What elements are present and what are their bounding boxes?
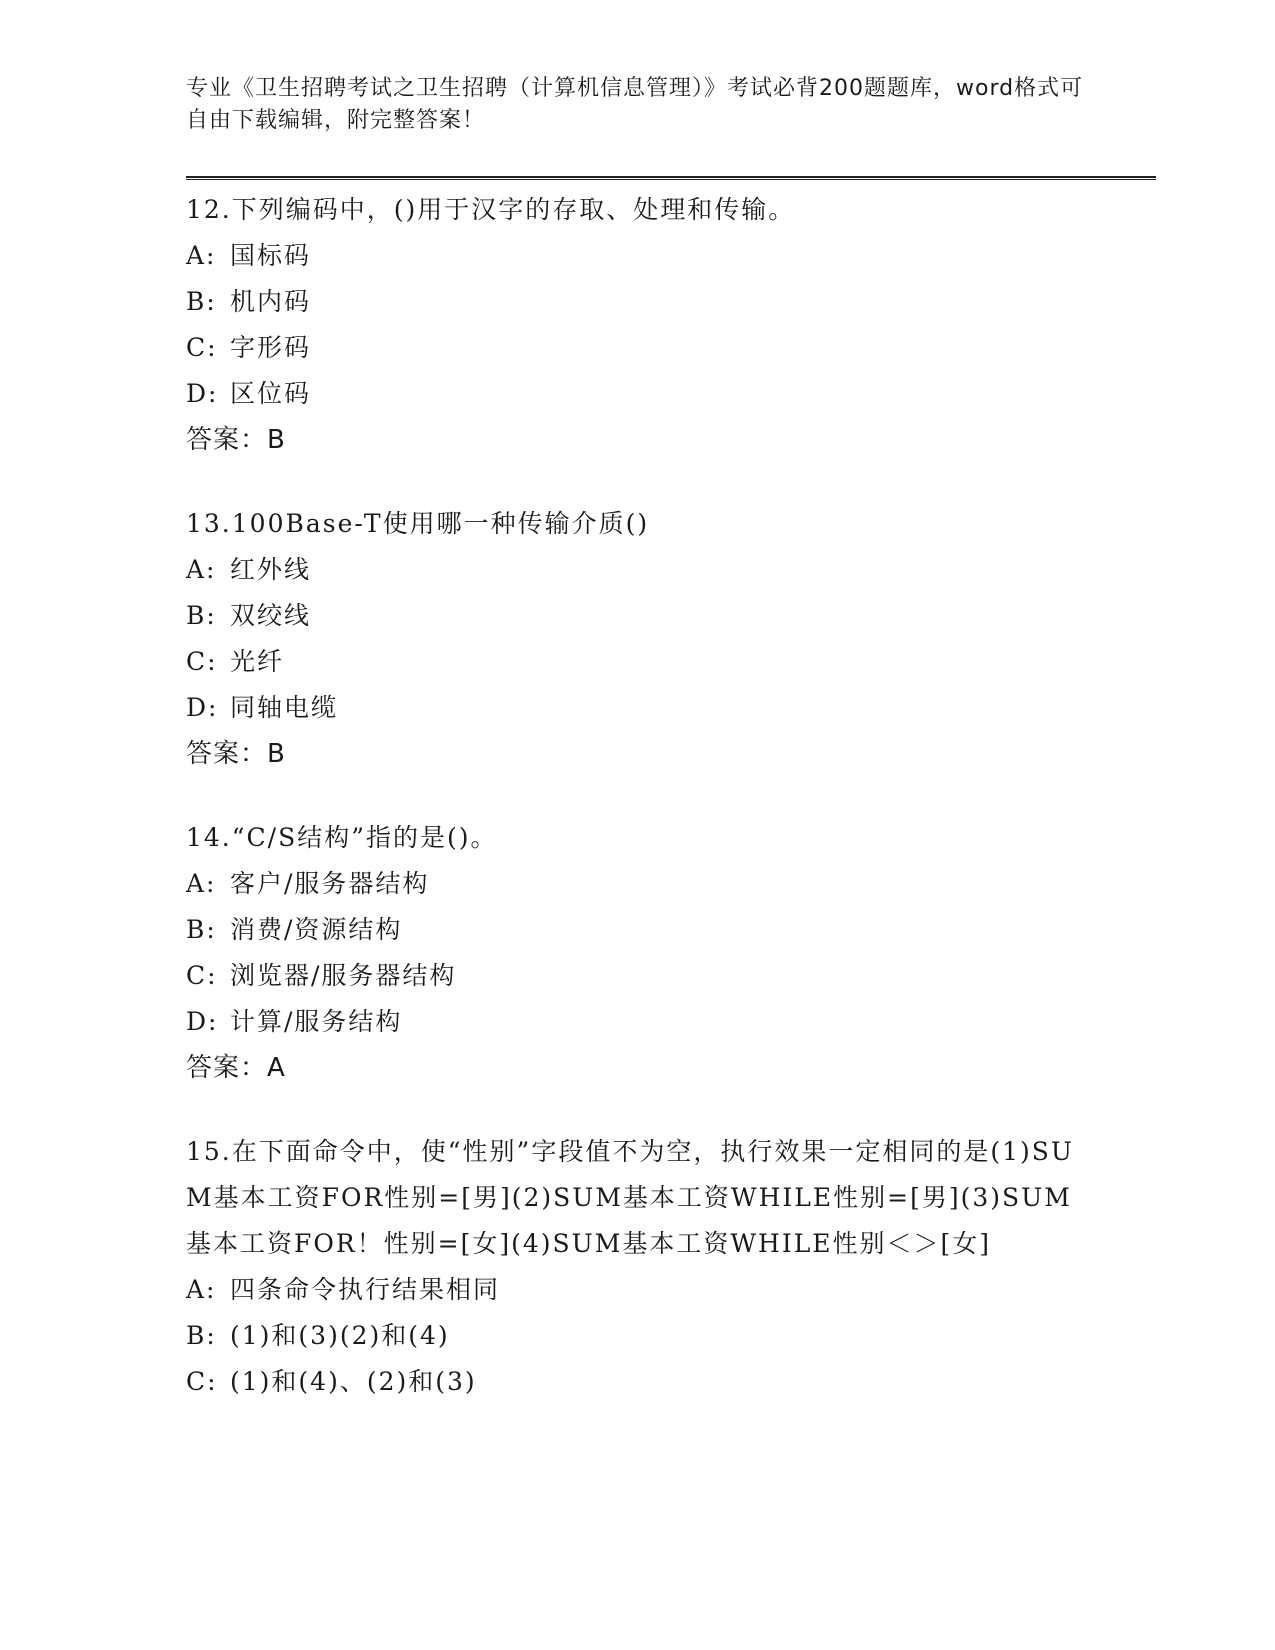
option-key: B: [186, 601, 217, 630]
answer-line: 答案：B [186, 425, 286, 455]
option-key: B: [186, 1321, 217, 1350]
option-a [186, 547, 1086, 593]
option-key: A: [186, 1275, 217, 1304]
option-c [186, 325, 1086, 371]
option-text: 四条命令执行结果相同 [230, 1275, 501, 1304]
option-c [186, 953, 1086, 999]
option-text: (1)和(3)(2)和(4) [230, 1321, 450, 1350]
option-a [186, 861, 1086, 907]
option-text: 计算/服务结构 [230, 1007, 403, 1036]
option-d [186, 685, 1086, 731]
header-divider [186, 176, 1156, 180]
question-list [186, 187, 1086, 1443]
question-stem: 13.100Base-T使用哪一种传输介质() [186, 509, 650, 538]
question-stem: 12.下列编码中，()用于汉字的存取、处理和传输。 [186, 195, 796, 224]
option-key: C: [186, 1367, 218, 1396]
option-c [186, 1359, 1086, 1405]
option-text: 客户/服务器结构 [230, 869, 430, 898]
question-14 [186, 815, 1086, 1091]
option-text: 同轴电缆 [230, 693, 339, 722]
question-stem: 14.“C/S结构”指的是()。 [186, 823, 498, 852]
option-key: C: [186, 333, 218, 362]
option-key: A: [186, 241, 217, 270]
document-header: 专业《卫生招聘考试之卫生招聘（计算机信息管理）》考试必背200题题库，word格式可自由下载编辑，附完整答案！ [186, 76, 1084, 133]
option-key: B: [186, 287, 217, 316]
option-b [186, 907, 1086, 953]
option-key: D: [186, 693, 219, 722]
option-key: A: [186, 869, 217, 898]
option-text: 消费/资源结构 [230, 915, 403, 944]
option-text: 光纤 [230, 647, 285, 676]
option-b [186, 593, 1086, 639]
option-text: 字形码 [230, 333, 312, 362]
option-text: 区位码 [230, 379, 312, 408]
option-key: A: [186, 555, 217, 584]
question-12 [186, 187, 1086, 463]
option-key: D: [186, 379, 219, 408]
option-key: B: [186, 915, 217, 944]
option-d [186, 999, 1086, 1045]
answer-line: 答案：B [186, 739, 286, 769]
option-text: (1)和(4)、(2)和(3) [230, 1367, 477, 1396]
answer-line: 答案：A [186, 1053, 286, 1083]
option-b [186, 1313, 1086, 1359]
option-key: C: [186, 647, 218, 676]
question-15 [186, 1129, 1086, 1405]
option-text: 浏览器/服务器结构 [230, 961, 457, 990]
option-key: C: [186, 961, 218, 990]
option-c [186, 639, 1086, 685]
question-stem: 15.在下面命令中，使“性别”字段值不为空，执行效果一定相同的是(1)SUM基本工资FOR性别=[男](2)SUM基本工资WHILE性别=[男](3)SUM基本工资FOR！性别=[女](4)SUM基本工资WHILE性别＜＞[女] [186, 1137, 1074, 1258]
document-page [186, 0, 1156, 1650]
question-13 [186, 501, 1086, 777]
option-d [186, 371, 1086, 417]
option-key: D: [186, 1007, 219, 1036]
option-a [186, 1267, 1086, 1313]
option-text: 国标码 [230, 241, 312, 270]
option-b [186, 279, 1086, 325]
option-text: 机内码 [230, 287, 312, 316]
option-text: 红外线 [230, 555, 312, 584]
option-a [186, 233, 1086, 279]
option-text: 双绞线 [230, 601, 312, 630]
